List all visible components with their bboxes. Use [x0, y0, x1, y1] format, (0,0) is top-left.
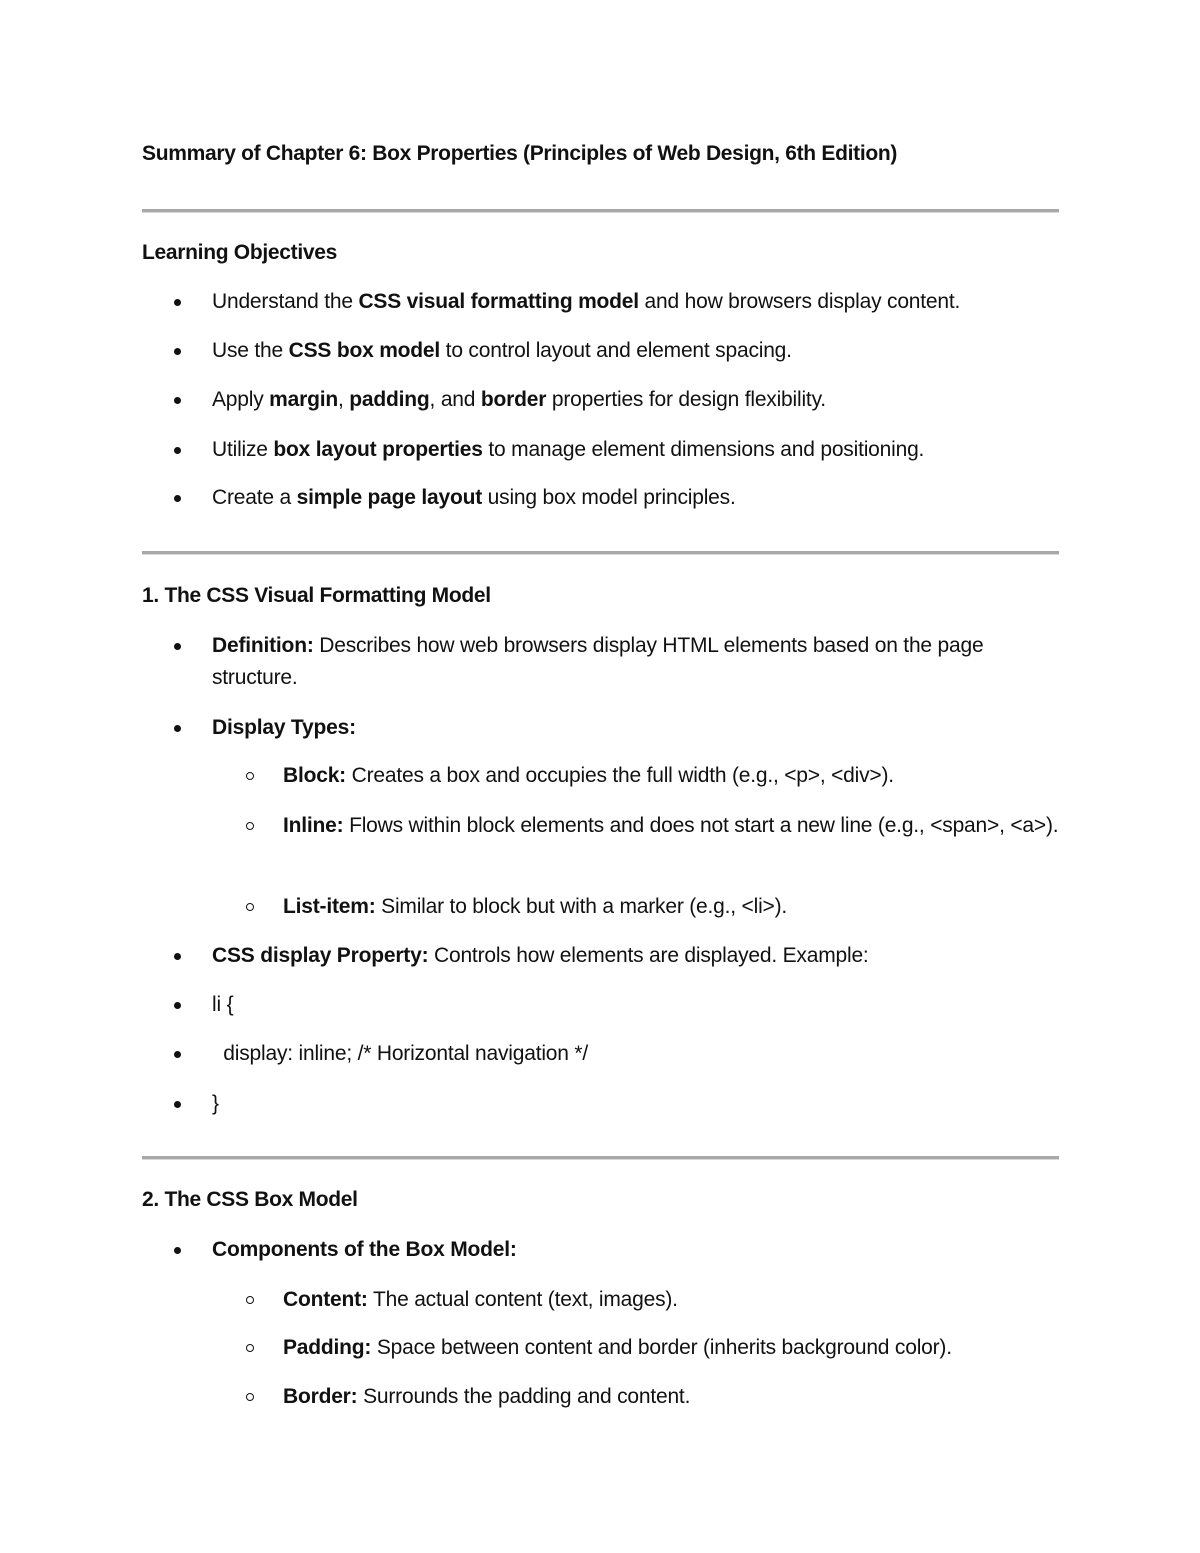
- bullet-icon: [174, 299, 181, 306]
- item-label: Block:: [283, 764, 346, 787]
- item-text: ,: [338, 388, 350, 411]
- code-line: [212, 1088, 1072, 1120]
- item-label: Inline:: [283, 814, 344, 837]
- item-emphasis: simple page layout: [296, 486, 483, 509]
- item-text: Similar to block but with a marker (e.g., <li>).: [375, 895, 788, 918]
- list-item: [212, 335, 1072, 367]
- item-text: Utilize: [212, 438, 274, 461]
- item-text: Creates a box and occupies the full width (e.g., <p>, <div>).: [345, 764, 894, 787]
- bullet-icon: [174, 643, 181, 650]
- item-text: using box model principles.: [482, 486, 736, 509]
- item-text: Surrounds the padding and content.: [357, 1385, 691, 1408]
- list-item: [212, 630, 1072, 694]
- list-item: [212, 286, 1072, 318]
- bullet-icon: [174, 495, 181, 502]
- horizontal-divider: [142, 1156, 1059, 1160]
- item-label: List-item:: [283, 895, 376, 918]
- section-heading-visual-formatting: 1. The CSS Visual Formatting Model: [142, 584, 491, 607]
- item-emphasis: box layout properties: [273, 438, 483, 461]
- bullet-icon: [174, 1051, 181, 1058]
- list-item: [212, 940, 1072, 972]
- item-text: Describes how web browsers display HTML elements based on the page structure.: [212, 634, 984, 689]
- item-text: , and: [429, 388, 481, 411]
- item-text: Space between content and border (inherits background color).: [371, 1336, 952, 1359]
- item-text: The actual content (text, images).: [367, 1288, 678, 1311]
- bullet-icon: [174, 447, 181, 454]
- code-line: [212, 989, 1072, 1021]
- item-emphasis: margin: [269, 388, 338, 411]
- circle-bullet-icon: [246, 822, 254, 830]
- bullet-icon: [174, 397, 181, 404]
- item-label: Padding:: [283, 1336, 372, 1359]
- item-emphasis: CSS visual formatting model: [358, 290, 639, 313]
- code-text: }: [212, 1092, 219, 1115]
- circle-bullet-icon: [246, 903, 254, 911]
- list-item: [212, 712, 1072, 744]
- item-text: and how browsers display content.: [638, 290, 961, 313]
- item-label: CSS display Property:: [212, 944, 429, 967]
- section-heading-learning-objectives: Learning Objectives: [142, 241, 338, 264]
- item-text: Flows within block elements and does not start a new line (e.g., <span>, <a>).: [343, 814, 1059, 837]
- document-title: Summary of Chapter 6: Box Properties (Principles of Web Design, 6th Edition): [142, 142, 898, 165]
- item-text: to manage element dimensions and positioning.: [482, 438, 925, 461]
- code-line: [212, 1038, 1072, 1070]
- item-label: Definition:: [212, 634, 314, 657]
- circle-bullet-icon: [246, 1296, 254, 1304]
- bullet-icon: [174, 348, 181, 355]
- sub-list-item: [283, 760, 1073, 792]
- sub-list-item: [283, 810, 1073, 842]
- bullet-icon: [174, 1247, 181, 1254]
- item-label: Components of the Box Model:: [212, 1238, 517, 1261]
- item-text: Apply: [212, 388, 270, 411]
- horizontal-divider: [142, 551, 1059, 555]
- item-text: Controls how elements are displayed. Example:: [428, 944, 869, 967]
- sub-list-item: [283, 1332, 1073, 1364]
- item-text: properties for design flexibility.: [546, 388, 826, 411]
- list-item: [212, 1234, 1072, 1266]
- circle-bullet-icon: [246, 772, 254, 780]
- circle-bullet-icon: [246, 1393, 254, 1401]
- bullet-icon: [174, 953, 181, 960]
- item-text: to control layout and element spacing.: [440, 339, 792, 362]
- list-item: [212, 434, 1072, 466]
- code-text: display: inline; /* Horizontal navigation */: [212, 1042, 589, 1065]
- section-heading-box-model: 2. The CSS Box Model: [142, 1188, 358, 1211]
- item-label: Content:: [283, 1288, 368, 1311]
- item-label: Border:: [283, 1385, 358, 1408]
- bullet-icon: [174, 1101, 181, 1108]
- item-text: Understand the: [212, 290, 359, 313]
- item-emphasis: padding: [349, 388, 430, 411]
- item-text: Create a: [212, 486, 297, 509]
- item-emphasis: border: [480, 388, 547, 411]
- item-emphasis: CSS box model: [288, 339, 441, 362]
- list-item: [212, 482, 1072, 514]
- horizontal-divider: [142, 209, 1059, 213]
- sub-list-item: [283, 1381, 1073, 1413]
- item-text: Use the: [212, 339, 289, 362]
- bullet-icon: [174, 1002, 181, 1009]
- list-item: [212, 384, 1072, 416]
- sub-list-item: [283, 1284, 1073, 1316]
- bullet-icon: [174, 725, 181, 732]
- item-label: Display Types:: [212, 716, 356, 739]
- circle-bullet-icon: [246, 1344, 254, 1352]
- code-text: li {: [212, 993, 234, 1016]
- sub-list-item: [283, 891, 1073, 923]
